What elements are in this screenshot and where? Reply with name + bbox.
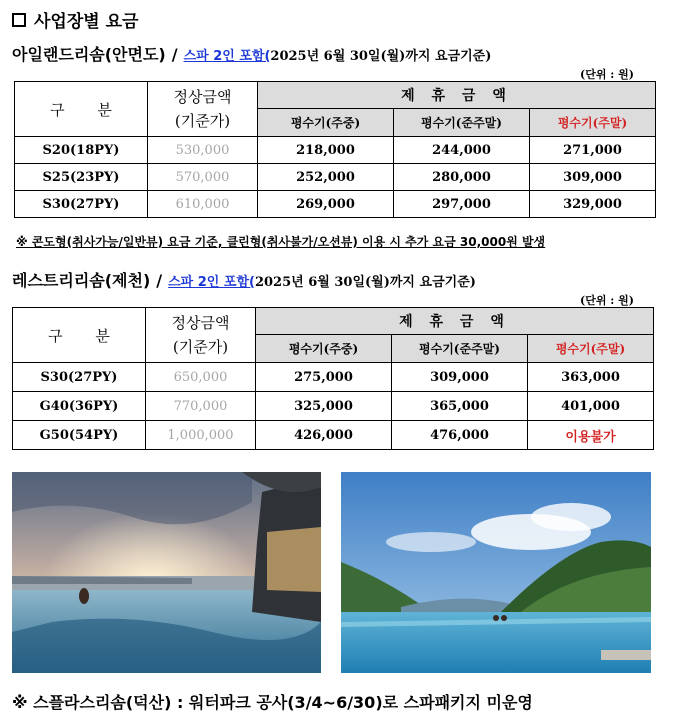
weekend-price: 271,000 (530, 137, 656, 164)
title-slash: / (171, 45, 178, 64)
rate-condition: 2025년 6월 30일(월)까지 요금기준) (270, 49, 492, 64)
unit-label: (단위 : 원) (580, 68, 635, 81)
weekday-price: 218,000 (258, 137, 394, 164)
weekday-price: 252,000 (258, 164, 394, 191)
header-weekend: 평수기(주말) (528, 335, 654, 363)
header-gubun: 구 분 (13, 308, 146, 363)
table-row (13, 363, 654, 392)
semi-weekend-price: 365,000 (392, 392, 528, 421)
spa-include-link[interactable]: 스파 2인 포함( (183, 49, 271, 64)
section-title-jecheon (12, 268, 476, 291)
semi-weekend-price: 476,000 (392, 421, 528, 450)
room-type: G40(36PY) (13, 392, 146, 421)
page-title (12, 7, 138, 32)
rate-table-jecheon (12, 307, 654, 450)
standard-price: 1,000,000 (146, 421, 256, 450)
semi-weekend-price: 244,000 (394, 137, 530, 164)
header-semi-weekend: 평수기(준주말) (394, 109, 530, 137)
header-weekday: 평수기(주중) (258, 109, 394, 137)
room-type: G50(54PY) (13, 421, 146, 450)
semi-weekend-price: 280,000 (394, 164, 530, 191)
semi-weekend-price: 297,000 (394, 191, 530, 218)
standard-price: 650,000 (146, 363, 256, 392)
weekday-price: 426,000 (256, 421, 392, 450)
standard-price: 770,000 (146, 392, 256, 421)
header-partner-price: 제 휴 금 액 (258, 82, 656, 109)
header-semi-weekend: 평수기(준주말) (392, 335, 528, 363)
weekday-price: 269,000 (258, 191, 394, 218)
header-standard-price: 정상금액 (기준가) (148, 82, 258, 137)
weekend-price: 329,000 (530, 191, 656, 218)
room-type: S25(23PY) (15, 164, 148, 191)
room-type: S30(27PY) (13, 363, 146, 392)
weekend-price: 309,000 (530, 164, 656, 191)
weekend-price: 401,000 (528, 392, 654, 421)
header-partner-price: 제 휴 금 액 (256, 308, 654, 335)
page-title-text: 사업장별 요금 (34, 12, 139, 32)
rate-condition: 2025년 6월 30일(월)까지 요금기준) (254, 275, 476, 290)
weekend-price: 이용불가 (528, 421, 654, 450)
resort-name: 아일랜드리솜(안면도) (12, 45, 166, 64)
sunset-pool-image (12, 472, 321, 673)
resort-name: 레스트리리솜(제천) (12, 271, 151, 290)
standard-price: 530,000 (148, 137, 258, 164)
table-row (13, 421, 654, 450)
weekend-price: 363,000 (528, 363, 654, 392)
surcharge-note: ※ 콘도형(취사가능/일반뷰) 요금 기준, 클린형(취사불가/오션뷰) 이용 시 추가 요금 30,000원 발생 (16, 235, 546, 249)
table-row (15, 137, 656, 164)
rate-table-anmyeondo (14, 81, 656, 218)
resort-photo-mountain-pool (341, 472, 651, 673)
header-standard-price: 정상금액 (기준가) (146, 308, 256, 363)
weekday-price: 275,000 (256, 363, 392, 392)
mountain-pool-image (341, 472, 651, 673)
semi-weekend-price: 309,000 (392, 363, 528, 392)
weekday-price: 325,000 (256, 392, 392, 421)
title-slash: / (156, 271, 163, 290)
spa-include-link[interactable]: 스파 2인 포함( (168, 275, 255, 290)
footer-notice: ※ 스플라스리솜(덕산) : 워터파크 공사(3/4~6/30)로 스파패키지 미운영 (12, 693, 533, 712)
header-weekend: 평수기(주말) (530, 109, 656, 137)
table-row (15, 164, 656, 191)
room-type: S30(27PY) (15, 191, 148, 218)
standard-price: 610,000 (148, 191, 258, 218)
standard-price: 570,000 (148, 164, 258, 191)
section-title-anmyeondo (12, 42, 491, 65)
resort-photo-sunset-pool (12, 472, 321, 673)
header-weekday: 평수기(주중) (256, 335, 392, 363)
checkbox-square-icon (12, 13, 26, 27)
header-gubun: 구 분 (15, 82, 148, 137)
unit-label: (단위 : 원) (580, 294, 635, 307)
table-row (15, 191, 656, 218)
room-type: S20(18PY) (15, 137, 148, 164)
table-row (13, 392, 654, 421)
